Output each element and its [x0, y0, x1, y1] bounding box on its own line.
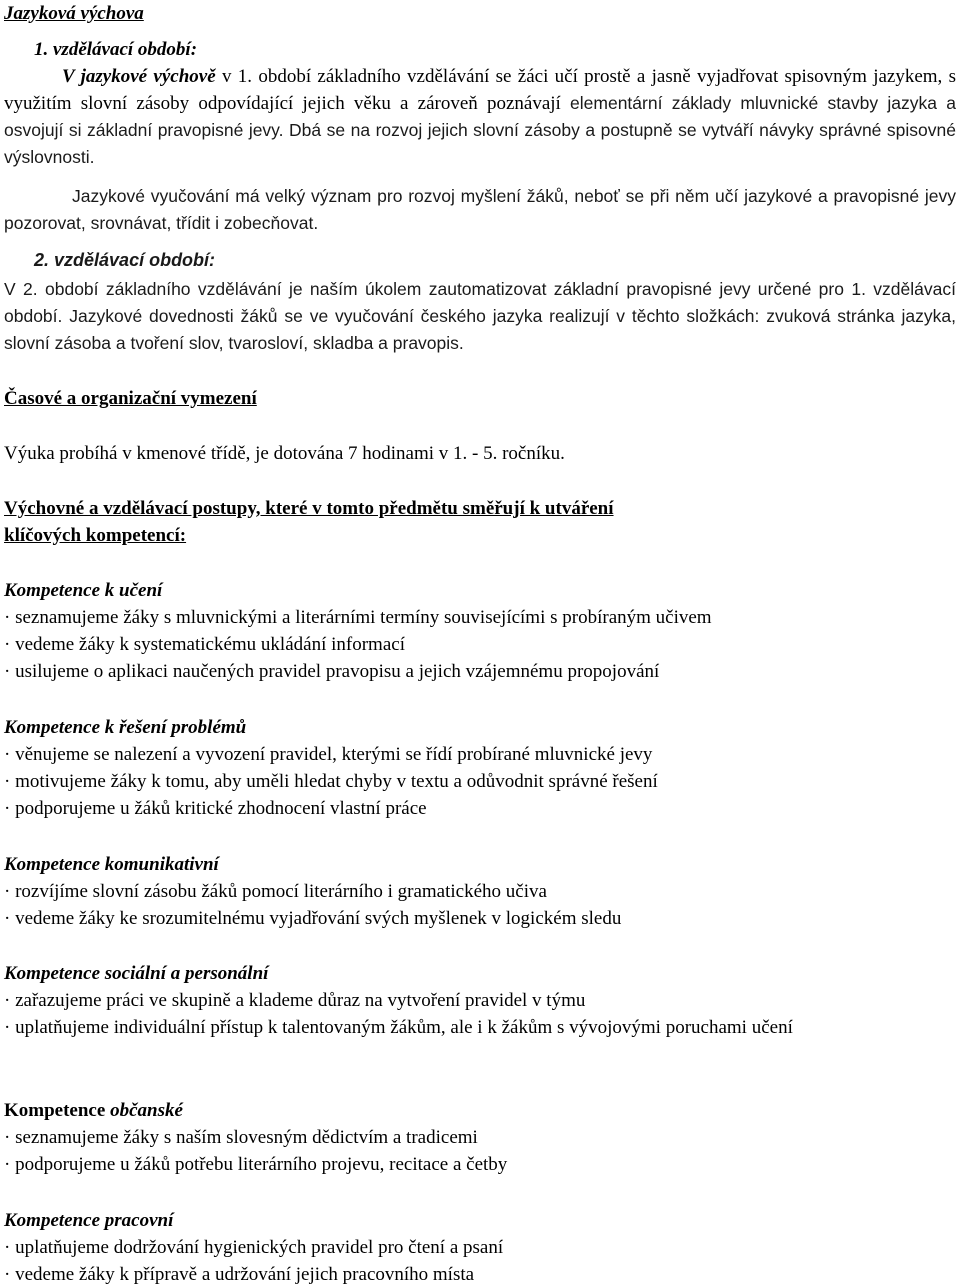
period-1-paragraph-2: Jazykové vyučování má velký význam pro rozvoj myšlení žáků, neboť se při něm učí jazykové a pravopisné jevy pozorovat, srovnávat, třídit i zobecňovat. [4, 186, 956, 233]
strategies-heading-line-1: Výchovné a vzdělávací postupy, které v tomto předmětu směřují k utváření [4, 498, 614, 519]
period-1-paragraph [0, 63, 960, 171]
competence-social-personal [0, 960, 960, 1041]
competence-item: · vedeme žáky ke srozumitelnému vyjadřování svých myšlenek v logickém sledu [4, 908, 622, 929]
competence-item: · uplatňujeme dodržování hygienických pravidel pro čtení a psaní [4, 1237, 504, 1258]
period-1-heading-block [0, 36, 960, 63]
period-1-lead-rest: v 1. období základního vzdělávání se žáci učí prostě a jasně vyjadřovat spisovným jazykem, s využitím slovní zásoby odpovídající jejich věku a zároveň poznávají [4, 66, 957, 114]
competence-item: · seznamujeme žáky s mluvnickými a literárními termíny souvisejícími s probíraným učivem [4, 607, 712, 628]
competence-title: Kompetence pracovní [4, 1210, 174, 1231]
competence-title [0, 1097, 960, 1124]
time-heading-block [0, 385, 960, 412]
competence-learning [0, 577, 960, 685]
period-1-lead: V jazykové výchově [62, 66, 216, 87]
competence-title: Kompetence k řešení problémů [4, 717, 247, 738]
competence-item: · uplatňujeme individuální přístup k talentovaným žákům, ale i k žákům s vývojovými poruchami učení [4, 1017, 793, 1038]
document-title: Jazyková výchova [4, 3, 144, 24]
competence-item: · vedeme žáky k přípravě a udržování jejich pracovního místa [4, 1264, 475, 1285]
time-text: Výuka probíhá v kmenové třídě, je dotována 7 hodinami v 1. - 5. ročníku. [4, 443, 565, 464]
period-2-heading: 2. vzdělávací období: [34, 250, 216, 270]
competence-civic [0, 1097, 960, 1178]
strategies-heading-block [0, 495, 960, 549]
strategies-heading-line-2: klíčových kompetencí: [4, 525, 187, 546]
competence-item: · rozvíjíme slovní zásobu žáků pomocí literárního i gramatického učiva [4, 881, 547, 902]
competence-item: · podporujeme u žáků potřebu literárního projevu, recitace a četby [4, 1154, 508, 1175]
period-1-text-block [0, 63, 960, 171]
time-text-block [0, 440, 960, 467]
period-1-text-2-block [0, 183, 960, 237]
competence-title-italic: občanské [110, 1100, 183, 1121]
competence-item: · zařazujeme práci ve skupině a klademe důraz na vytvoření pravidel v týmu [4, 990, 586, 1011]
document-title-block [0, 0, 960, 27]
competence-problem-solving [0, 714, 960, 822]
competence-item: · věnujeme se nalezení a vyvození pravidel, kterými se řídí probírané mluvnické jevy [4, 744, 653, 765]
competence-title: Kompetence k učení [4, 580, 163, 601]
competence-item: · usilujeme o aplikaci naučených pravidel pravopisu a jejich vzájemnému propojování [4, 661, 660, 682]
competence-item: · podporujeme u žáků kritické zhodnocení vlastní práce [4, 798, 427, 819]
competence-communicative [0, 851, 960, 932]
competence-title-plain: Kompetence [4, 1100, 111, 1121]
competence-work [0, 1207, 960, 1288]
period-1-text-sans: elementární základy mluvnické stavby jazyka a osvojují si základní pravopisné jevy. Dbá se na rozvoj jejich slovní zásoby a postupně se vytváří návyky správné spisovné výslovnosti. [4, 93, 957, 167]
period-1-heading: 1. vzdělávací období: [34, 39, 198, 60]
competence-item: · seznamujeme žáky s naším slovesným dědictvím a tradicemi [4, 1127, 478, 1148]
period-2-heading-block [0, 247, 960, 274]
competence-item: · motivujeme žáky k tomu, aby uměli hledat chyby v textu a odůvodnit správné řešení [4, 771, 658, 792]
competence-title: Kompetence komunikativní [4, 854, 219, 875]
period-2-text-block [0, 276, 960, 357]
competence-title: Kompetence sociální a personální [4, 963, 269, 984]
competence-item: · vedeme žáky k systematickému ukládání informací [4, 634, 405, 655]
time-heading: Časové a organizační vymezení [4, 388, 257, 409]
period-2-paragraph: V 2. období základního vzdělávání je naším úkolem zautomatizovat základní pravopisné jevy určené pro 1. vzdělávací období. Jazykové dovednosti žáků se ve vyučování českého jazyka realizují v těchto složkách: zvuková stránka jazyka, slovní zásoba a tvoření slov, tvarosloví, skladba a pravopis. [4, 279, 956, 353]
